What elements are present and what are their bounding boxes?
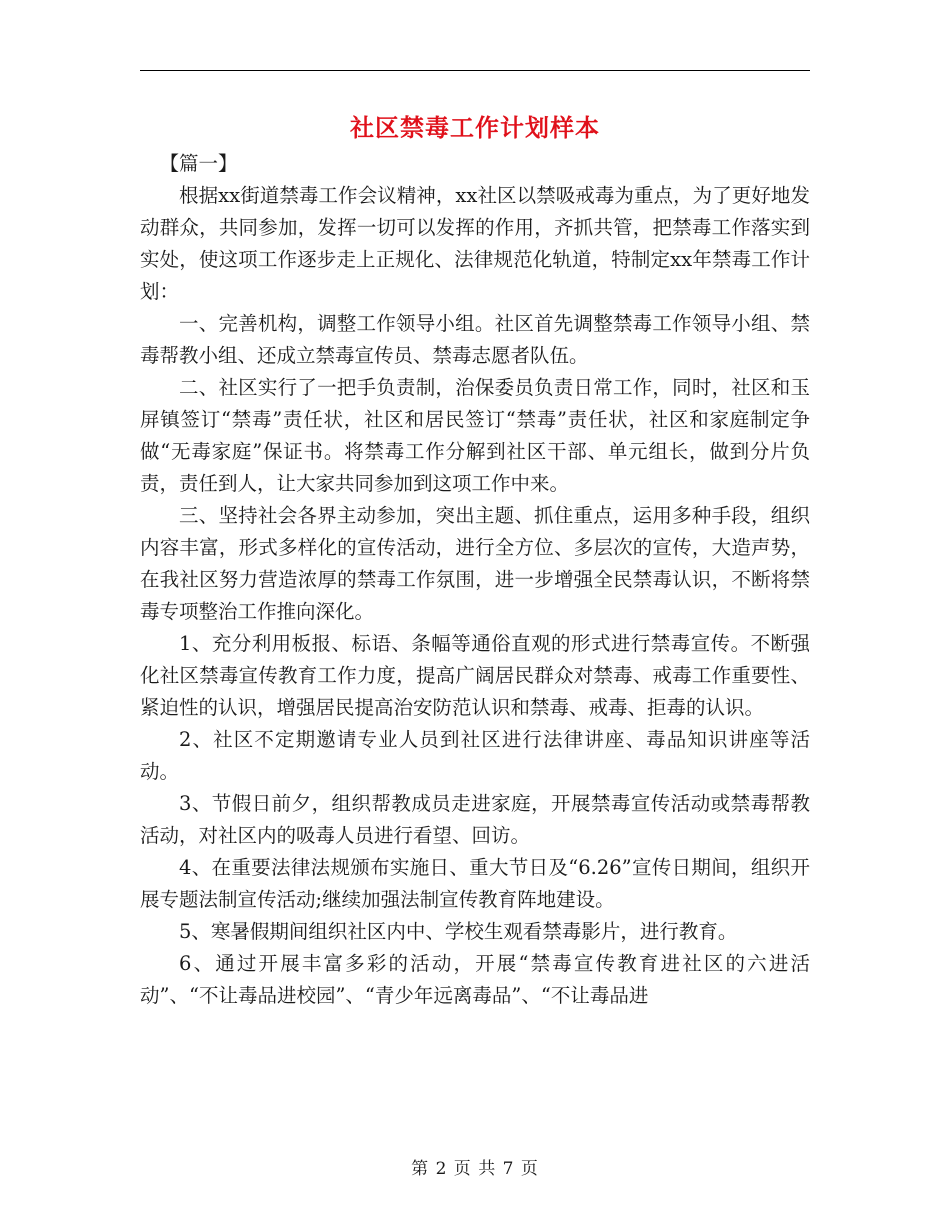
paragraph-sub-4: 4、在重要法律法规颁布实施日、重大节日及“6.26”宣传日期间，组织开展专题法制宣传活动;继续加强法制宣传教育阵地建设。 xyxy=(140,856,810,911)
page-indicator: 第 2 页 共 7 页 xyxy=(411,1159,539,1179)
document-title: 社区禁毒工作计划样本 xyxy=(350,113,600,142)
paragraph-sub-5: 5、寒暑假期间组织社区内中、学校生观看禁毒影片，进行教育。 xyxy=(179,920,738,943)
paragraph-item-1: 一、完善机构，调整工作领导小组。社区首先调整禁毒工作领导小组、禁毒帮教小组、还成立禁毒宣传员、禁毒志愿者队伍。 xyxy=(140,312,810,367)
header-rule xyxy=(140,70,810,71)
paragraph-sub-3: 3、节假日前夕，组织帮教成员走进家庭，开展禁毒宣传活动或禁毒帮教活动，对社区内的吸毒人员进行看望、回访。 xyxy=(140,792,810,847)
section-label: 【篇一】 xyxy=(159,152,238,175)
paragraph-sub-1: 1、充分利用板报、标语、条幅等通俗直观的形式进行禁毒宣传。不断强化社区禁毒宣传教育工作力度，提高广阔居民群众对禁毒、戒毒工作重要性、紧迫性的认识，增强居民提高治安防范认识和禁毒、戒毒、拒毒的认识。 xyxy=(140,632,810,719)
paragraph-item-3: 三、坚持社会各界主动参加，突出主题、抓住重点，运用多种手段，组织内容丰富，形式多样化的宣传活动，进行全方位、多层次的宣传，大造声势，在我社区努力营造浓厚的禁毒工作氛围，进一步增强全民禁毒认识，不断将禁毒专项整治工作推向深化。 xyxy=(140,504,810,623)
paragraph-sub-2: 2、社区不定期邀请专业人员到社区进行法律讲座、毒品知识讲座等活动。 xyxy=(140,728,810,783)
document-body xyxy=(140,148,810,1012)
paragraph-sub-6: 6、通过开展丰富多彩的活动，开展“禁毒宣传教育进社区的六进活动”、“不让毒品进校园”、“青少年远离毒品”、“不让毒品进 xyxy=(140,952,810,1007)
paragraph-item-2: 二、社区实行了一把手负责制，治保委员负责日常工作，同时，社区和玉屏镇签订“禁毒”责任状，社区和居民签订“禁毒”责任状，社区和家庭制定争做“无毒家庭”保证书。将禁毒工作分解到社区干部、单元组长，做到分片负责，责任到人，让大家共同参加到这项工作中来。 xyxy=(140,376,810,495)
paragraph-intro: 根据xx街道禁毒工作会议精神，xx社区以禁吸戒毒为重点，为了更好地发动群众，共同参加，发挥一切可以发挥的作用，齐抓共管，把禁毒工作落实到实处，使这项工作逐步走上正规化、法律规范化轨道，特制定xx年禁毒工作计划： xyxy=(140,184,810,303)
